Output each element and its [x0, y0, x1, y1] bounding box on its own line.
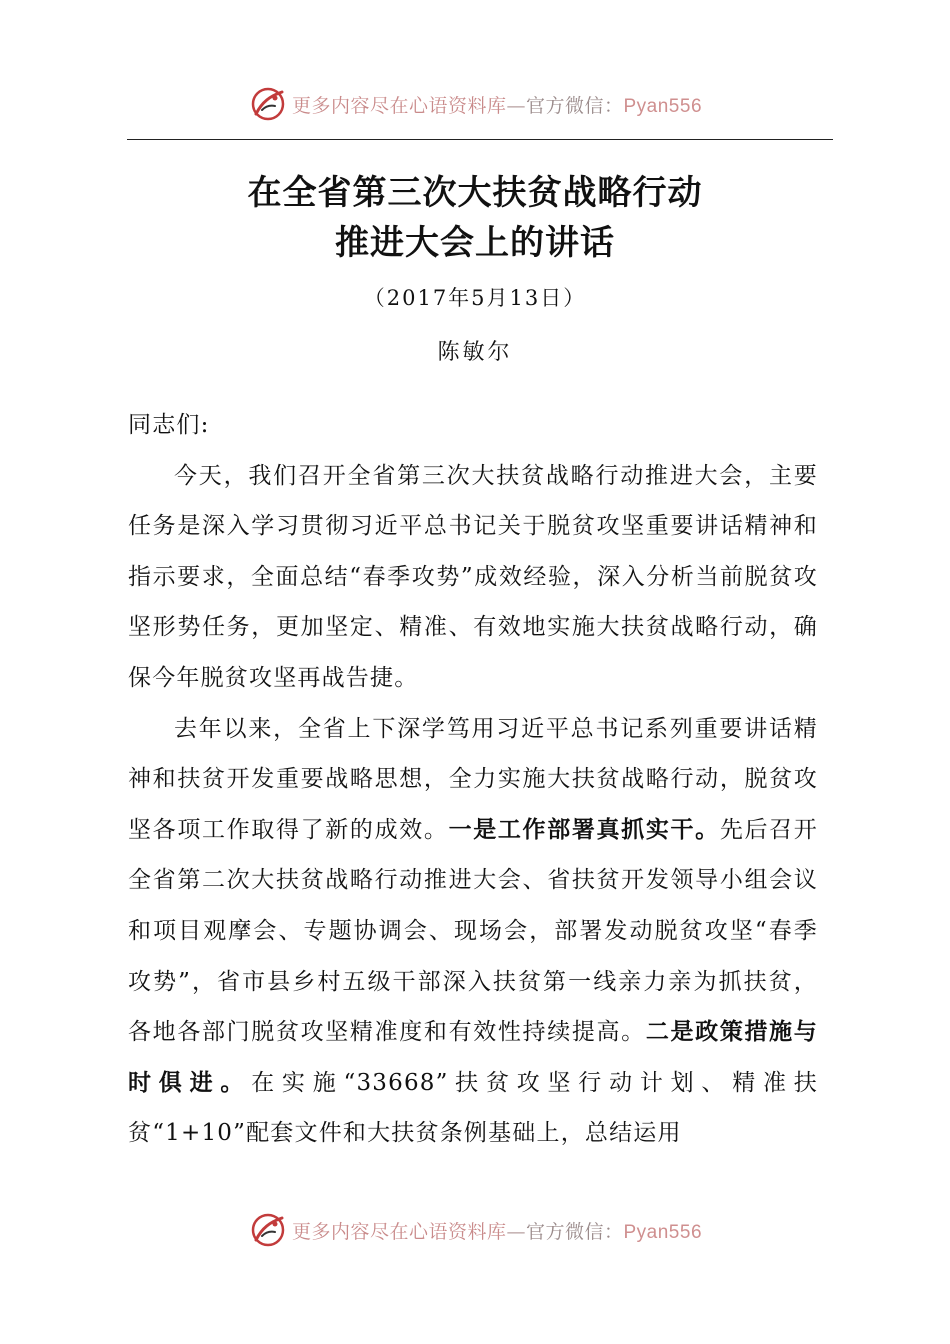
paragraph-1: 今天，我们召开全省第三次大扶贫战略行动推进大会，主要任务是深入学习贯彻习近平总书记关于脱贫攻坚重要讲话精神和指示要求，全面总结“春季攻势”成效经验，深入分析当前脱贫攻坚形势任务，更加坚定、精准、有效地实施大扶贫战略行动，确保今年脱贫攻坚再战告捷。 [128, 462, 818, 691]
banner-slogan: 更多内容尽在心语资料库 [291, 94, 507, 117]
logo-icon [248, 1210, 288, 1250]
banner-dash: — [506, 94, 526, 117]
banner-wechat-label: 官方微信： [525, 1220, 624, 1243]
banner-wechat-id: Pyan556 [623, 1221, 703, 1243]
banner-wechat-id: Pyan556 [623, 95, 703, 117]
banner-dash: — [506, 1220, 526, 1243]
document-title-line1: 在全省第三次大扶贫战略行动 [247, 173, 703, 213]
document-date: （2017年5月13日） [363, 286, 587, 310]
paragraph-2 [128, 704, 818, 1159]
header-banner [0, 84, 950, 124]
banner-slogan: 更多内容尽在心语资料库 [291, 1220, 507, 1243]
point-two-text: 在实施“33668”扶贫攻坚行动计划、精准扶贫“1+10”配套文件和大扶贫条例基础上，总结运用 [128, 1069, 818, 1147]
header-rule [127, 139, 833, 140]
footer-banner [0, 1210, 950, 1250]
logo-icon [248, 84, 288, 124]
point-two-heading: 二是政策措施与时俱进。 [128, 1018, 818, 1096]
banner-text [292, 91, 702, 118]
paragraph-2-intro: 去年以来，全省上下深学笃用习近平总书记系列重要讲话精神和扶贫开发重要战略思想，全力实施大扶贫战略行动，脱贫攻坚各项工作取得了新的成效。 [128, 715, 818, 843]
point-one-text: 先后召开全省第二次大扶贫战略行动推进大会、省扶贫开发领导小组会议和项目观摩会、专题协调会、现场会，部署发动脱贫攻坚“春季攻势”，省市县乡村五级干部深入扶贫第一线亲力亲为抓扶贫，各地各部门脱贫攻坚精准度和有效性持续提高。 [128, 816, 818, 1046]
salutation: 同志们: [128, 412, 210, 438]
banner-wechat-label: 官方微信： [525, 94, 624, 117]
document-title-line2: 推进大会上的讲话 [335, 223, 615, 263]
document-author: 陈敏尔 [437, 340, 513, 365]
document-body [128, 400, 818, 1159]
point-one-heading: 一是工作部署真抓实干。 [448, 815, 720, 843]
banner-text [292, 1217, 702, 1244]
